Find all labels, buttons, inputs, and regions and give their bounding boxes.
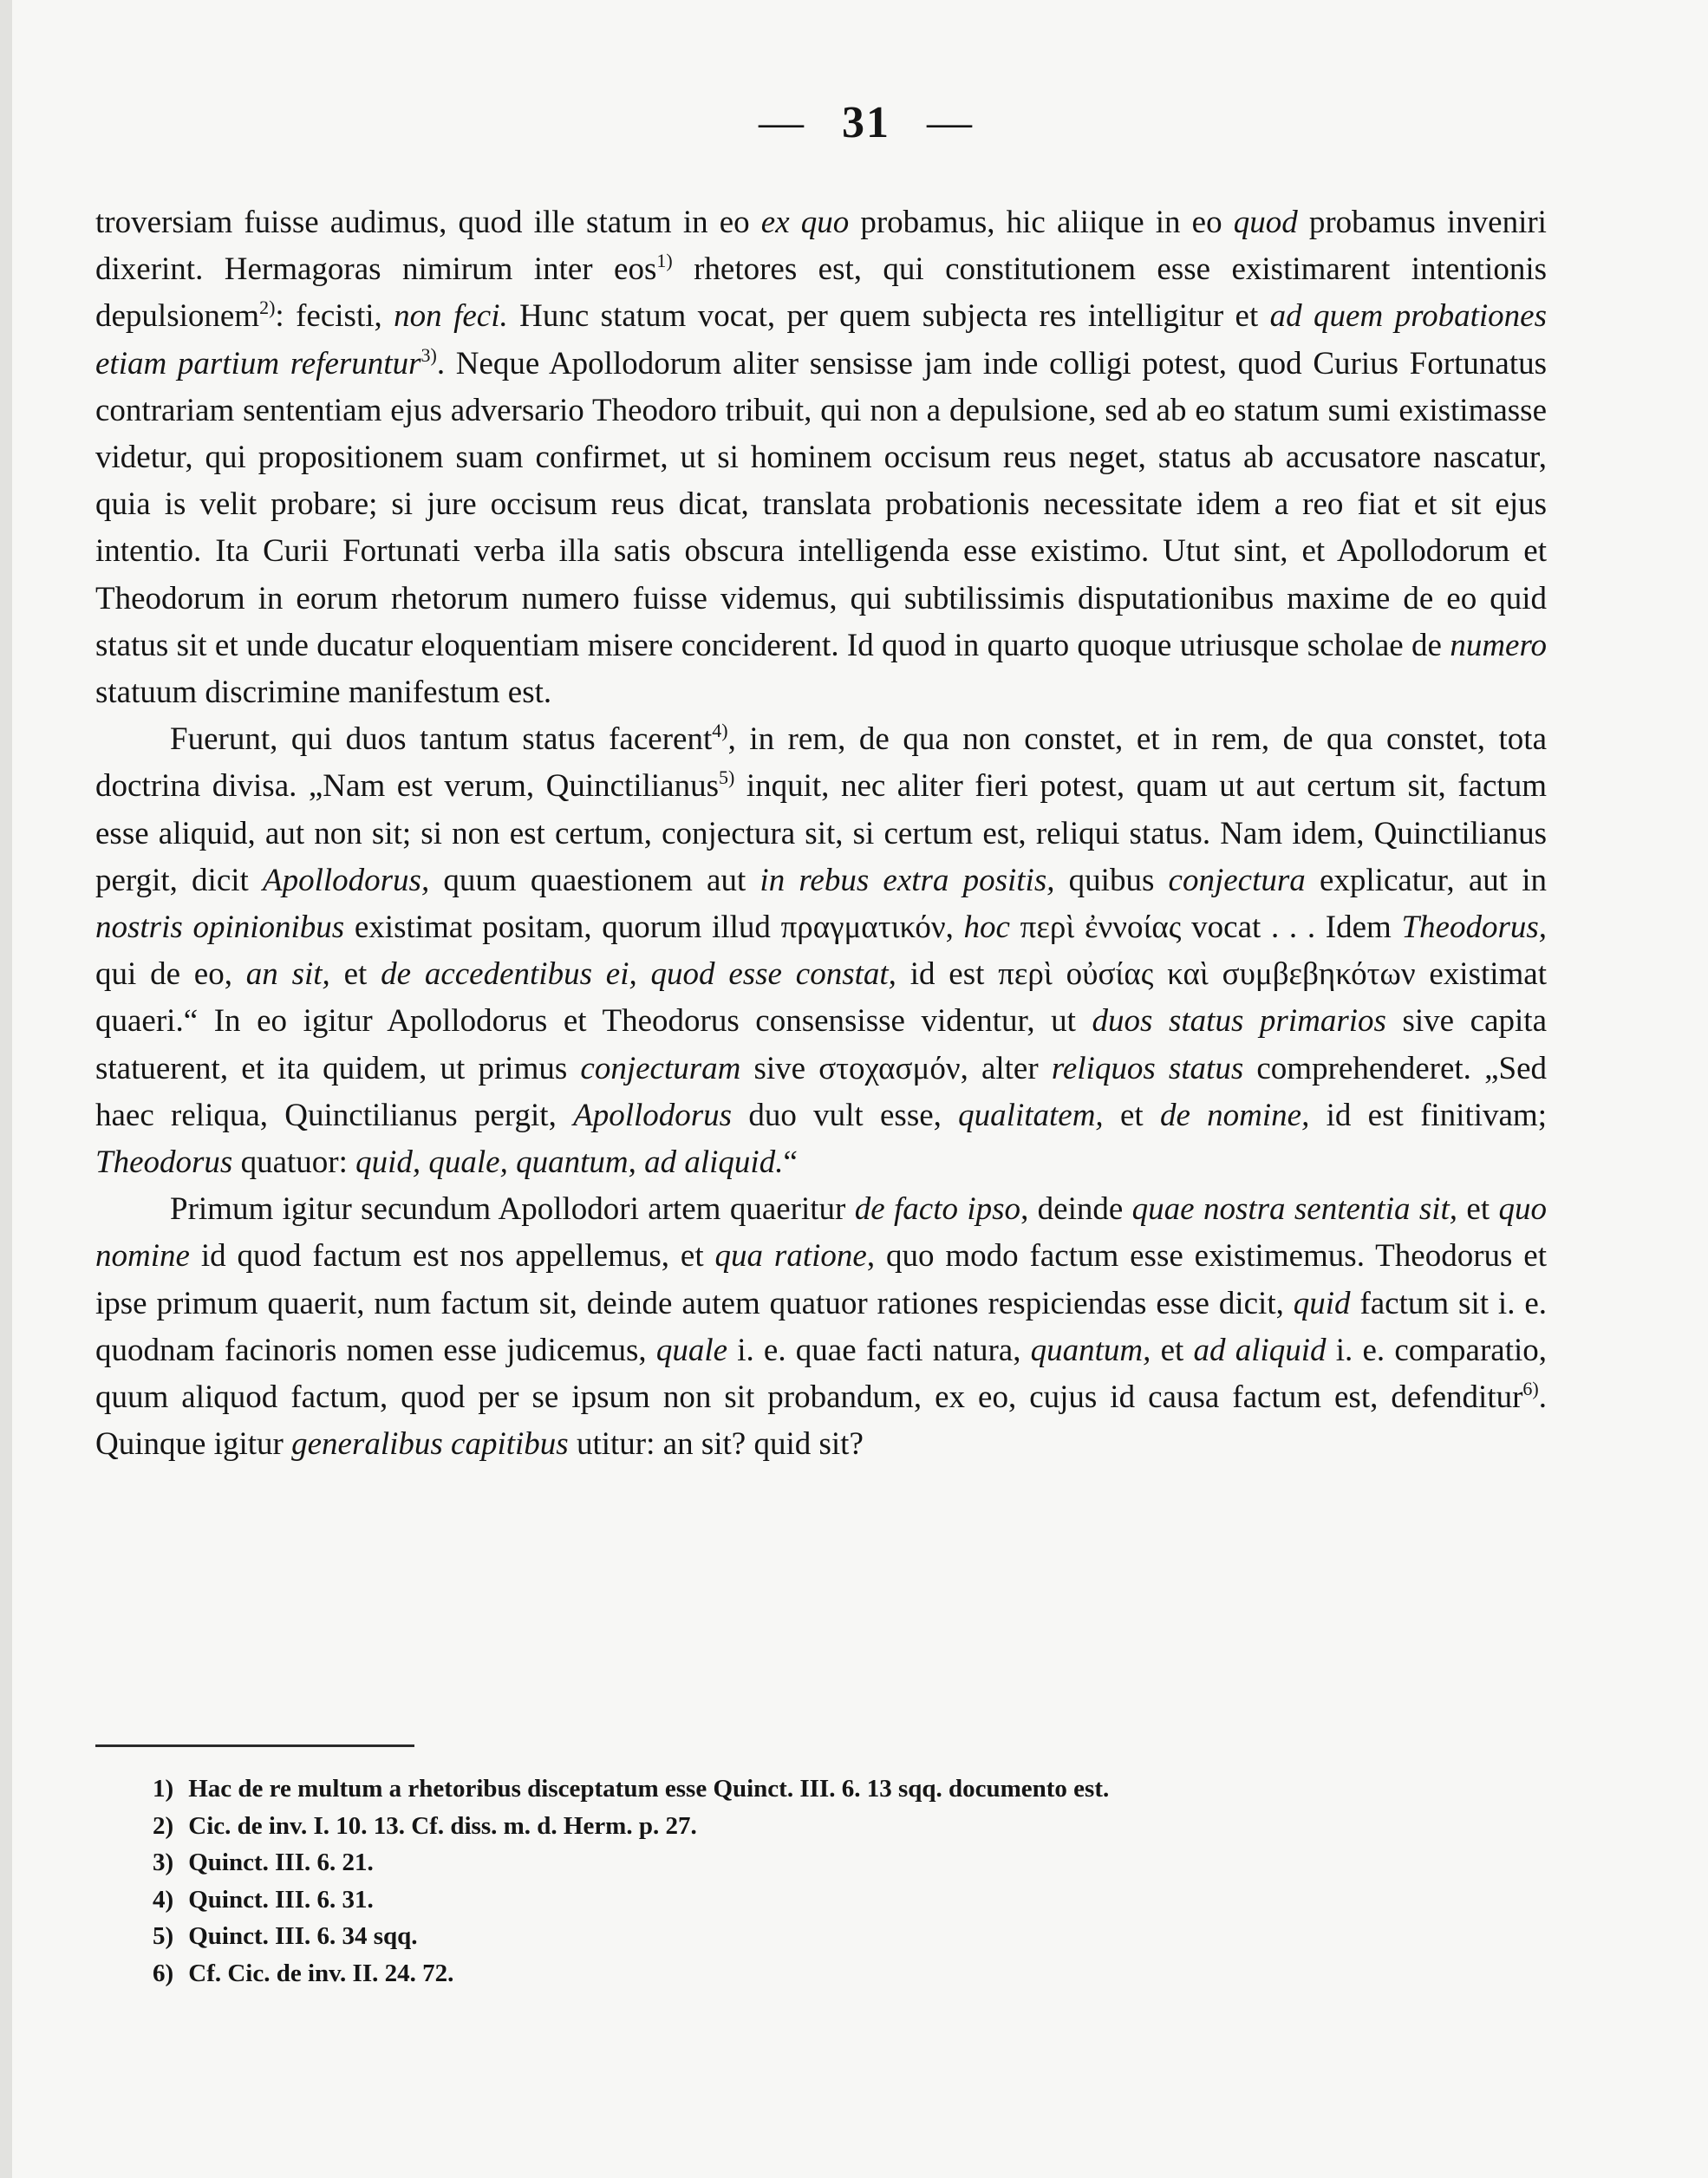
main-text xyxy=(95,199,1547,1468)
p2-italic: de nomine, xyxy=(1159,1097,1310,1133)
p2-italic: conjecturam xyxy=(580,1050,741,1086)
p2-italic: qualitatem, xyxy=(958,1097,1104,1133)
p2-italic: in rebus extra positis, xyxy=(759,862,1055,898)
footnote-number: 6) xyxy=(153,1959,174,1987)
p2-text: quatuor: xyxy=(232,1144,356,1181)
p2-italic: Apollodorus, xyxy=(263,862,430,898)
p1-text: : fecisti, xyxy=(275,298,394,335)
p1-italic: numero xyxy=(1450,627,1547,663)
p2-italic: conjectura xyxy=(1168,862,1306,898)
p2-italic: de accedentibus ei, quod esse constat, xyxy=(381,956,896,993)
p3-italic: qua ratione xyxy=(714,1238,867,1275)
p2-text: quibus xyxy=(1054,862,1169,898)
p2-italic: an sit, xyxy=(245,956,330,993)
footnote-text: Quinct. III. 6. 31. xyxy=(188,1885,374,1914)
p2-text: inquit, nec aliter fieri potest, quam ut aut certum sit, factum esse aliquid, aut non sit; si non est certum, conjectura sit, si certum est, reliqui status. Nam idem, Quinctilianus pergit, dicit xyxy=(95,768,1547,898)
p1-text: troversiam fuisse audimus, quod ille statum in eo xyxy=(95,205,761,240)
paragraph-1 xyxy=(95,199,1547,716)
footnote-ref-2: 2) xyxy=(259,297,276,319)
p1-italic: quod xyxy=(1233,205,1298,240)
p3-text: , deinde xyxy=(1020,1191,1132,1228)
greek-term: πραγματικόν xyxy=(780,910,946,946)
footnote-number: 4) xyxy=(153,1885,174,1914)
p2-text: quum quaestionem aut xyxy=(429,862,760,898)
p2-text: duo vult esse, xyxy=(732,1097,959,1133)
footnote-number: 5) xyxy=(153,1922,174,1950)
paragraph-2 xyxy=(95,716,1547,1186)
p2-italic: reliquos status xyxy=(1051,1050,1244,1086)
p3-italic: quale xyxy=(655,1332,728,1368)
footnote-ref-3: 3) xyxy=(420,343,437,366)
p1-italic: ex quo xyxy=(760,205,850,240)
p1-text: rhetores est, qui constitutionem esse existimarent intentionis depulsionem xyxy=(95,251,1547,335)
p3-italic: generalibus capitibus xyxy=(291,1426,569,1463)
p2-text: qui de eo, xyxy=(95,956,246,993)
p2-italic: Apollodorus xyxy=(573,1097,733,1133)
footnote-text: Hac de re multum a rhetoribus disceptatum esse Quinct. III. 6. 13 sqq. documento est. xyxy=(188,1775,1110,1803)
footnote-6 xyxy=(153,1955,1540,1992)
footnote-ref-4: 4) xyxy=(712,720,728,742)
p2-text: id est finitivam; xyxy=(1309,1097,1547,1133)
p2-text: , alter xyxy=(960,1050,1052,1086)
p1-text: probamus inveniri dixerint. Hermagoras nimirum inter eos xyxy=(95,205,1547,288)
footnote-number: 3) xyxy=(153,1849,174,1876)
p3-italic: quae nostra sententia sit, xyxy=(1131,1191,1458,1228)
footnotes xyxy=(153,1770,1540,1992)
p1-text: . Neque Apollodorum aliter sensisse jam inde colligi potest, quod Curius Fortunatus contrariam sententiam ejus adversario Theodoro tribuit, qui non a depulsione, sed ab eo statum sumi existimasse videtur, qui propositionem suam confirmet, ut si hominem occisum reus neget, status ab accusatore nascatur, quia is velit probare; si jure occisum reus dicat, translata probationis necessitate idem a reo fiat et sit ejus intentio. Ita Curii Fortunati verba illa satis obscura intelligenda esse existimo. Utut sint, et Apollodorum et Theodorum in eorum rhetorum numero fuisse videmus, qui subtilissimis disputationibus maxime de eo quid status sit et unde ducatur eloquentiam misere conciderent. Id quod in quarto quoque utriusque scholae de xyxy=(95,345,1548,663)
footnote-number: 2) xyxy=(153,1811,174,1840)
p2-italic: quid, quale, quantum, ad aliquid. xyxy=(355,1144,784,1181)
p2-text: comprehenderet. „Sed haec reliqua, Quinctilianus pergit, xyxy=(95,1050,1547,1133)
p2-text: sive xyxy=(740,1050,819,1086)
p1-text: probamus, hic aliique in eo xyxy=(849,205,1234,240)
p1-italic: ad quem probationes etiam partium referuntur xyxy=(95,298,1548,381)
p2-italic: nostris opinionibus xyxy=(95,910,345,946)
page-number-left-dash: — xyxy=(759,98,805,147)
p3-text: i. e. comparatio, quum aliquod factum, quod per se ipsum non sit probandum, ex eo, cujus id causa factum est, defenditur xyxy=(95,1332,1548,1416)
p3-text: et xyxy=(1151,1332,1194,1368)
p2-text: explicatur, aut in xyxy=(1305,862,1547,898)
p2-text: id est xyxy=(896,956,999,993)
p2-text: , xyxy=(945,910,964,946)
p2-text: , in rem, de qua non constet, et in rem, de qua constet, tota doctrina divisa. „Nam est verum, Quinctilianus xyxy=(95,721,1548,805)
p3-italic: quantum, xyxy=(1030,1332,1151,1368)
greek-term: στοχασμόν xyxy=(818,1050,961,1086)
p2-italic: duos status primarios xyxy=(1092,1003,1386,1040)
p3-italic: quid xyxy=(1293,1285,1351,1321)
p2-italic: hoc xyxy=(963,910,1010,946)
footnote-text: Quinct. III. 6. 21. xyxy=(188,1849,374,1876)
p2-text: vocat . . . Idem xyxy=(1181,910,1402,946)
p2-text: “ xyxy=(783,1144,798,1181)
p3-text: i. e. quae facti natura, xyxy=(727,1332,1031,1368)
p3-italic: ad aliquid xyxy=(1193,1332,1327,1368)
page-number: 31 xyxy=(842,98,890,147)
greek-term: περὶ ἐννοίας xyxy=(1020,910,1182,946)
greek-term: περὶ οὐσίας καὶ συμβεβηκότων xyxy=(998,956,1416,993)
footnote-text: Cic. de inv. I. 10. 13. Cf. diss. m. d. Herm. p. 27. xyxy=(188,1811,697,1840)
p2-text: et xyxy=(329,956,381,993)
p2-text: et xyxy=(1103,1097,1160,1133)
p3-italic: de facto ipso xyxy=(854,1191,1021,1228)
paragraph-3 xyxy=(95,1186,1547,1468)
p2-text: existimat positam, quorum illud xyxy=(344,910,781,946)
p3-italic: quo nomine xyxy=(95,1191,1547,1275)
p2-text: existimat quaeri.“ In eo igitur Apollodorus et Theodorus consensisse videntur, ut xyxy=(95,956,1548,1040)
footnote-number: 1) xyxy=(153,1775,174,1803)
p2-italic: Theodorus xyxy=(95,1144,233,1181)
p3-text: . Quinque igitur xyxy=(95,1379,1547,1463)
footnote-ref-6: 6) xyxy=(1522,1378,1539,1400)
footnote-ref-1: 1) xyxy=(656,250,673,272)
p2-italic: Theodorus, xyxy=(1401,910,1548,946)
page-number-right-dash: — xyxy=(927,98,974,147)
p1-text: Hunc statum vocat, per quem subjecta res intelligitur et xyxy=(507,298,1270,335)
footnote-3 xyxy=(153,1844,1540,1881)
footnote-2 xyxy=(153,1808,1540,1845)
footnote-5 xyxy=(153,1918,1540,1955)
footnote-1 xyxy=(153,1770,1540,1808)
page-number-header xyxy=(12,97,1708,148)
footnote-text: Cf. Cic. de inv. II. 24. 72. xyxy=(188,1959,454,1987)
p3-text: , quo modo factum esse existimemus. Theodorus et ipse primum quaerit, num factum sit, deinde autem quatuor rationes respiciendas esse dicit, xyxy=(95,1238,1548,1321)
p3-text: factum sit i. e. quodnam facinoris nomen esse judicemus, xyxy=(95,1285,1548,1368)
footnote-ref-5: 5) xyxy=(719,766,735,789)
footnote-text: Quinct. III. 6. 34 sqq. xyxy=(188,1922,418,1950)
p2-text: sive capita statuerent, et ita quidem, ut primus xyxy=(95,1003,1547,1086)
footnote-divider xyxy=(95,1744,414,1747)
p3-text: id quod factum est nos appellemus, et xyxy=(189,1238,715,1275)
p3-text: et xyxy=(1457,1191,1499,1228)
p1-italic: non feci. xyxy=(394,298,508,335)
p1-text: statuum discrimine manifestum est. xyxy=(95,675,552,711)
p2-text xyxy=(1010,910,1020,945)
footnote-4 xyxy=(153,1881,1540,1919)
p2-text: Fuerunt, qui duos tantum status facerent xyxy=(170,721,713,758)
p3-text: utitur: an sit? quid sit? xyxy=(568,1426,864,1463)
p3-text: Primum igitur secundum Apollodori artem quaeritur xyxy=(170,1191,855,1228)
